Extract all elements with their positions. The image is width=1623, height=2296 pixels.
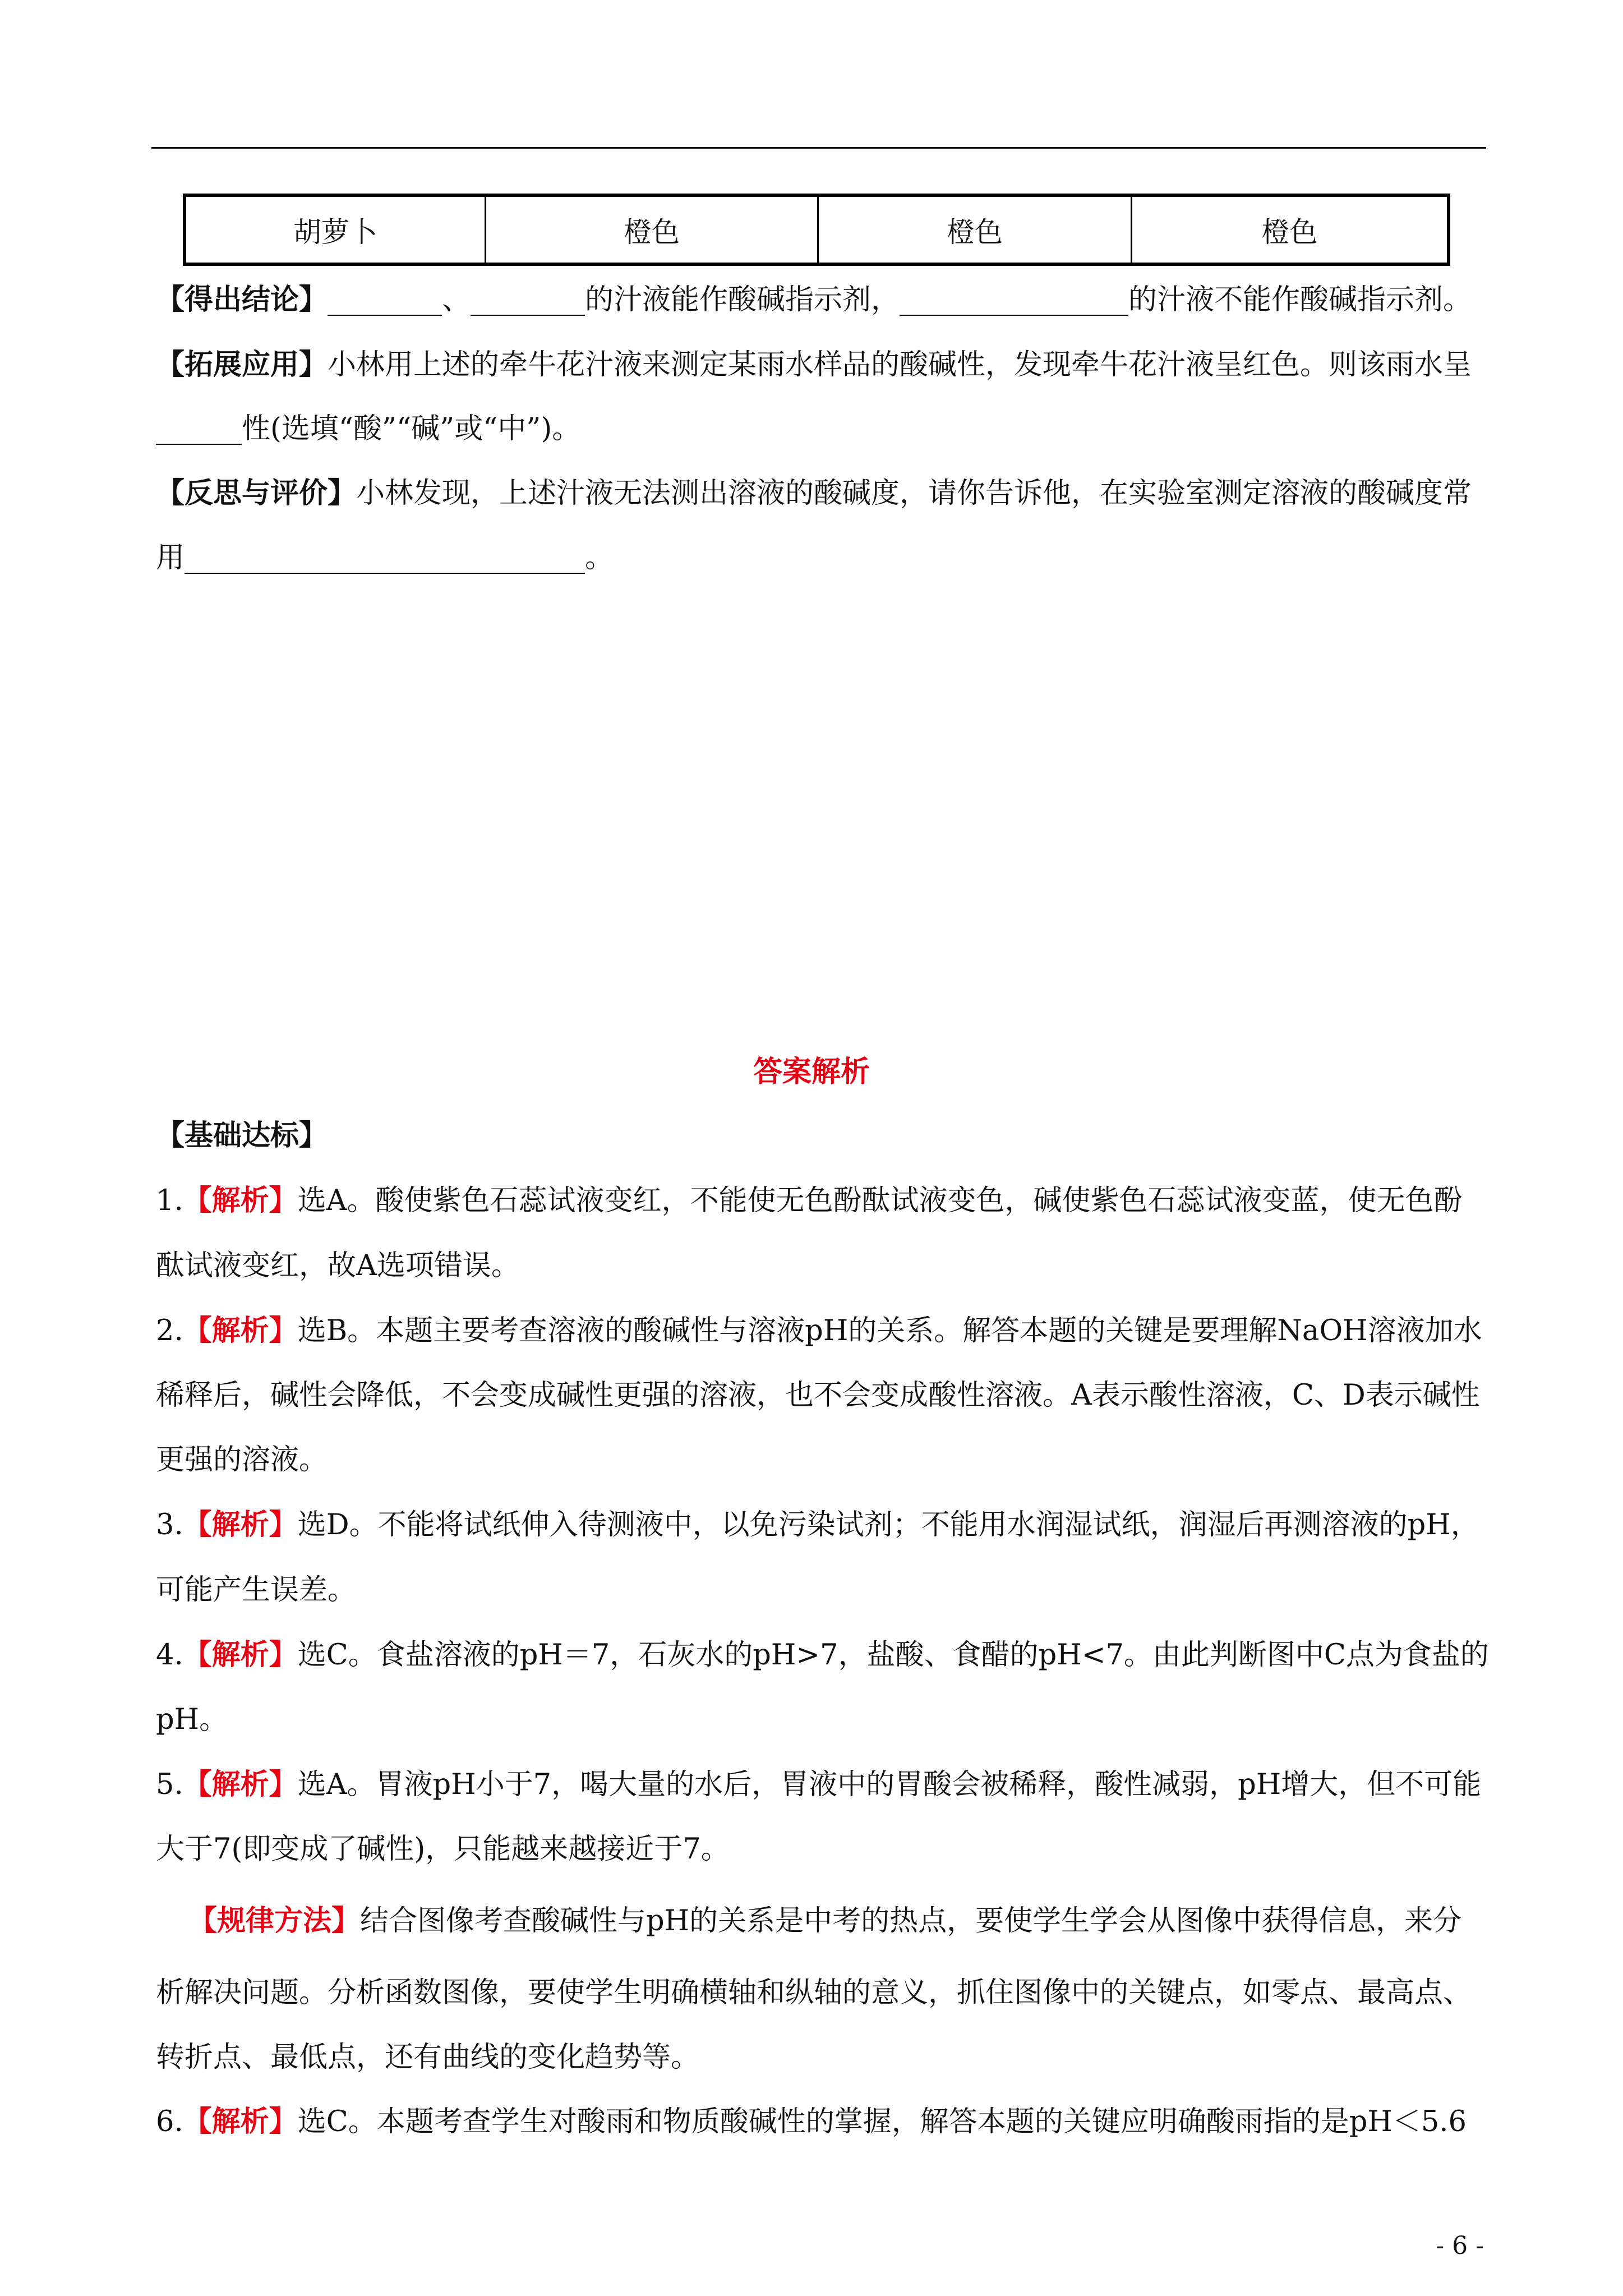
answer-3-cont: 可能产生误差。 [156, 1573, 357, 1607]
answer-4-cont: pH。 [156, 1703, 228, 1736]
extension-line [156, 346, 1472, 385]
header-rule [151, 147, 1486, 149]
table-cell: 橙色 [486, 195, 818, 264]
analysis-tag: 【解析】 [183, 1184, 298, 1217]
table-row [185, 195, 1449, 264]
answer-3 [156, 1506, 1479, 1545]
answer-2-cont: 稀释后，碱性会降低，不会变成碱性更强的溶液，也不会变成酸性溶液。A表示酸性溶液，C、D表示碱性 [156, 1379, 1480, 1412]
answer-text: 选C。本题考查学生对酸雨和物质酸碱性的掌握，解答本题的关键应明确酸雨指的是pH＜5.6 [297, 2105, 1467, 2138]
answer-text: 选B。本题主要考查溶液的酸碱性与溶液pH的关系。解答本题的关键是要理解NaOH溶液加水 [297, 1314, 1482, 1347]
reflection-line [156, 474, 1472, 513]
answer-2-cont-2: 更强的溶液。 [156, 1443, 328, 1476]
answer-1 [156, 1181, 1463, 1221]
table-cell: 胡萝卜 [185, 195, 486, 264]
answer-5 [156, 1765, 1481, 1805]
answer-2 [156, 1312, 1482, 1351]
conclusion-tag: 【得出结论】 [156, 283, 328, 316]
conclusion-line [156, 280, 1472, 320]
table-cell: 橙色 [1132, 195, 1449, 264]
method-note-cont: 析解决问题。分析函数图像，要使学生明确横轴和纵轴的意义，抓住图像中的关键点，如零点、最高点、 [156, 1976, 1472, 2009]
method-tag: 【规律方法】 [188, 1904, 361, 1938]
analysis-tag: 【解析】 [183, 1639, 298, 1672]
answer-number: 5. [156, 1768, 183, 1801]
answer-text: 选A。胃液pH小于7，喝大量的水后，胃液中的胃酸会被稀释，酸性减弱，pH增大，但不可能 [297, 1768, 1482, 1801]
section-heading: 【基础达标】 [156, 1119, 328, 1152]
answer-number: 1. [156, 1184, 183, 1217]
extension-text: 小林用上述的牵牛花汁液来测定某雨水样品的酸碱性，发现牵牛花汁液呈红色。则该雨水呈 [328, 348, 1472, 381]
answer-number: 6. [156, 2105, 183, 2138]
answer-number: 4. [156, 1639, 183, 1672]
method-note-cont-2: 转折点、最低点，还有曲线的变化趋势等。 [156, 2041, 700, 2074]
analysis-tag: 【解析】 [183, 2105, 298, 2138]
answer-1-cont: 酞试液变红，故A选项错误。 [156, 1249, 520, 1282]
answer-5-cont: 大于7(即变成了碱性)，只能越来越接近于7。 [156, 1833, 730, 1866]
analysis-tag: 【解析】 [183, 1314, 298, 1347]
answer-number: 2. [156, 1314, 183, 1347]
color-table [183, 194, 1450, 266]
answer-number: 3. [156, 1508, 183, 1542]
reflection-text: 小林发现，上述汁液无法测出溶液的酸碱度，请你告诉他，在实验室测定溶液的酸碱度常 [356, 477, 1472, 510]
answer-text: 选D。不能将试纸伸入待测液中，以免污染试剂；不能用水润湿试纸，润湿后再测溶液的pH， [297, 1508, 1479, 1542]
answer-4 [156, 1636, 1489, 1675]
extension-line-2: ______性(选填“酸”“碱”或“中”)。 [156, 412, 581, 445]
table-cell: 橙色 [818, 195, 1132, 264]
conclusion-text: ________、________的汁液能作酸碱指示剂，________________的汁液不能作酸碱指示剂。 [328, 283, 1472, 316]
analysis-tag: 【解析】 [183, 1508, 298, 1542]
answers-title: 答案解析 [753, 1055, 870, 1089]
reflection-tag: 【反思与评价】 [156, 477, 357, 510]
answer-6 [156, 2102, 1467, 2142]
reflection-line-2: 用____________________________。 [156, 541, 614, 574]
method-note [188, 1902, 1461, 1941]
answer-text: 选C。食盐溶液的pH＝7，石灰水的pH>7，盐酸、食醋的pH<7。由此判断图中C点为食盐的 [297, 1639, 1489, 1672]
extension-tag: 【拓展应用】 [156, 348, 328, 381]
analysis-tag: 【解析】 [183, 1768, 298, 1801]
page-number: - 6 - [1436, 2231, 1484, 2260]
answer-text: 选A。酸使紫色石蕊试液变红，不能使无色酚酞试液变色，碱使紫色石蕊试液变蓝，使无色酚 [297, 1184, 1463, 1217]
method-text: 结合图像考查酸碱性与pH的关系是中考的热点，要使学生学会从图像中获得信息，来分 [360, 1904, 1462, 1938]
